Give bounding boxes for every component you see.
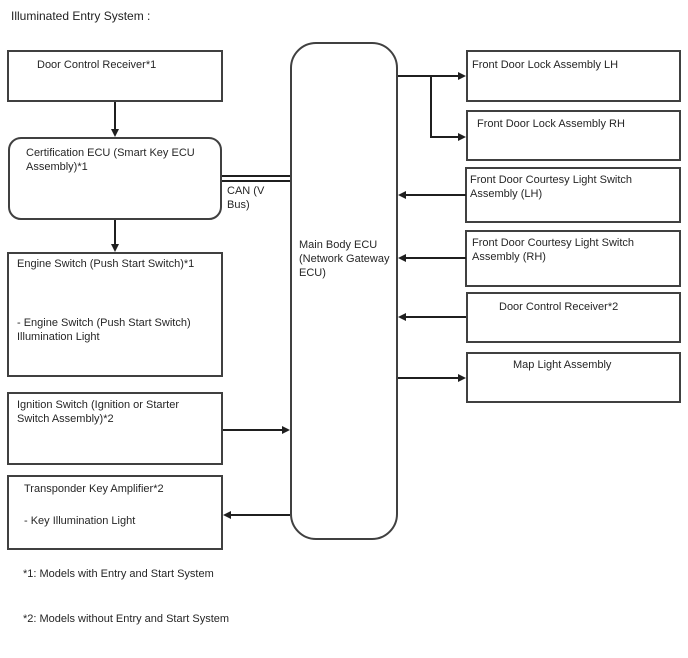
can-bus-line <box>222 175 290 182</box>
box-main-body-ecu <box>290 42 398 540</box>
box-label: Door Control Receiver*1 <box>37 59 157 71</box>
box-door-control-receiver-1 <box>7 50 223 102</box>
box-engine-switch <box>7 252 223 377</box>
box-label: Certification ECU (Smart Key ECU Assembly)*1 <box>26 147 195 173</box>
connector-courtesy-rh-to-ecu <box>405 257 466 259</box>
footnote-2: *2: Models without Entry and Start System <box>23 613 230 625</box>
can-bus-label: CAN (V Bus) <box>227 185 265 211</box>
box-label: Front Door Lock Assembly LH <box>472 59 619 71</box>
box-door-control-receiver-2 <box>466 292 681 343</box>
box-label: Door Control Receiver*2 <box>499 301 619 313</box>
box-label: Map Light Assembly <box>513 359 612 371</box>
box-front-door-courtesy-switch-lh <box>465 167 681 223</box>
box-label: Main Body ECU (Network Gateway ECU) <box>299 239 390 279</box>
arrowhead-left-icon <box>398 254 406 262</box>
box-certification-ecu <box>8 137 222 220</box>
box-label: Front Door Courtesy Light Switch Assembly (LH) <box>470 174 633 200</box>
box-label: Engine Switch (Push Start Switch)*1 <box>17 258 195 270</box>
footnote-1: *1: Models with Entry and Start System <box>23 568 214 580</box>
box-transponder-key-amplifier <box>7 475 223 550</box>
arrowhead-right-icon <box>458 374 466 382</box>
connector-ecu-to-door-lock-lh <box>398 75 460 77</box>
connector-branch-down <box>430 75 432 138</box>
arrowhead-right-icon <box>458 72 466 80</box>
box-label: Ignition Switch (Ignition or Starter Switch Assembly)*2 <box>17 399 180 425</box>
arrowhead-right-icon <box>458 133 466 141</box>
connector-ecu-to-map-light <box>398 377 459 379</box>
box-front-door-lock-rh <box>466 110 681 161</box>
box-front-door-lock-lh <box>466 50 681 102</box>
arrowhead-right-icon <box>282 426 290 434</box>
connector-receiver2-to-ecu <box>405 316 466 318</box>
connector-certification-to-engine-switch <box>114 220 116 247</box>
connector-ecu-to-transponder <box>230 514 290 516</box>
box-label: Front Door Lock Assembly RH <box>477 118 625 130</box>
arrowhead-down-icon <box>111 129 119 137</box>
box-label: Front Door Courtesy Light Switch Assembly (RH) <box>472 237 635 263</box>
arrowhead-left-icon <box>398 191 406 199</box>
connector-branch-to-door-lock-rh <box>430 136 460 138</box>
arrowhead-left-icon <box>223 511 231 519</box>
box-ignition-switch <box>7 392 223 465</box>
diagram-title: Illuminated Entry System : <box>11 9 151 23</box>
box-label: Transponder Key Amplifier*2 <box>24 483 164 495</box>
box-sublabel: - Key Illumination Light <box>24 515 136 527</box>
box-map-light-assembly <box>466 352 681 403</box>
connector-courtesy-lh-to-ecu <box>405 194 466 196</box>
arrowhead-left-icon <box>398 313 406 321</box>
arrowhead-down-icon <box>111 244 119 252</box>
connector-receiver1-to-certification <box>114 102 116 132</box>
box-front-door-courtesy-switch-rh <box>465 230 681 287</box>
box-sublabel: - Engine Switch (Push Start Switch) Illumination Light <box>17 317 191 343</box>
connector-ignition-to-ecu <box>223 429 284 431</box>
